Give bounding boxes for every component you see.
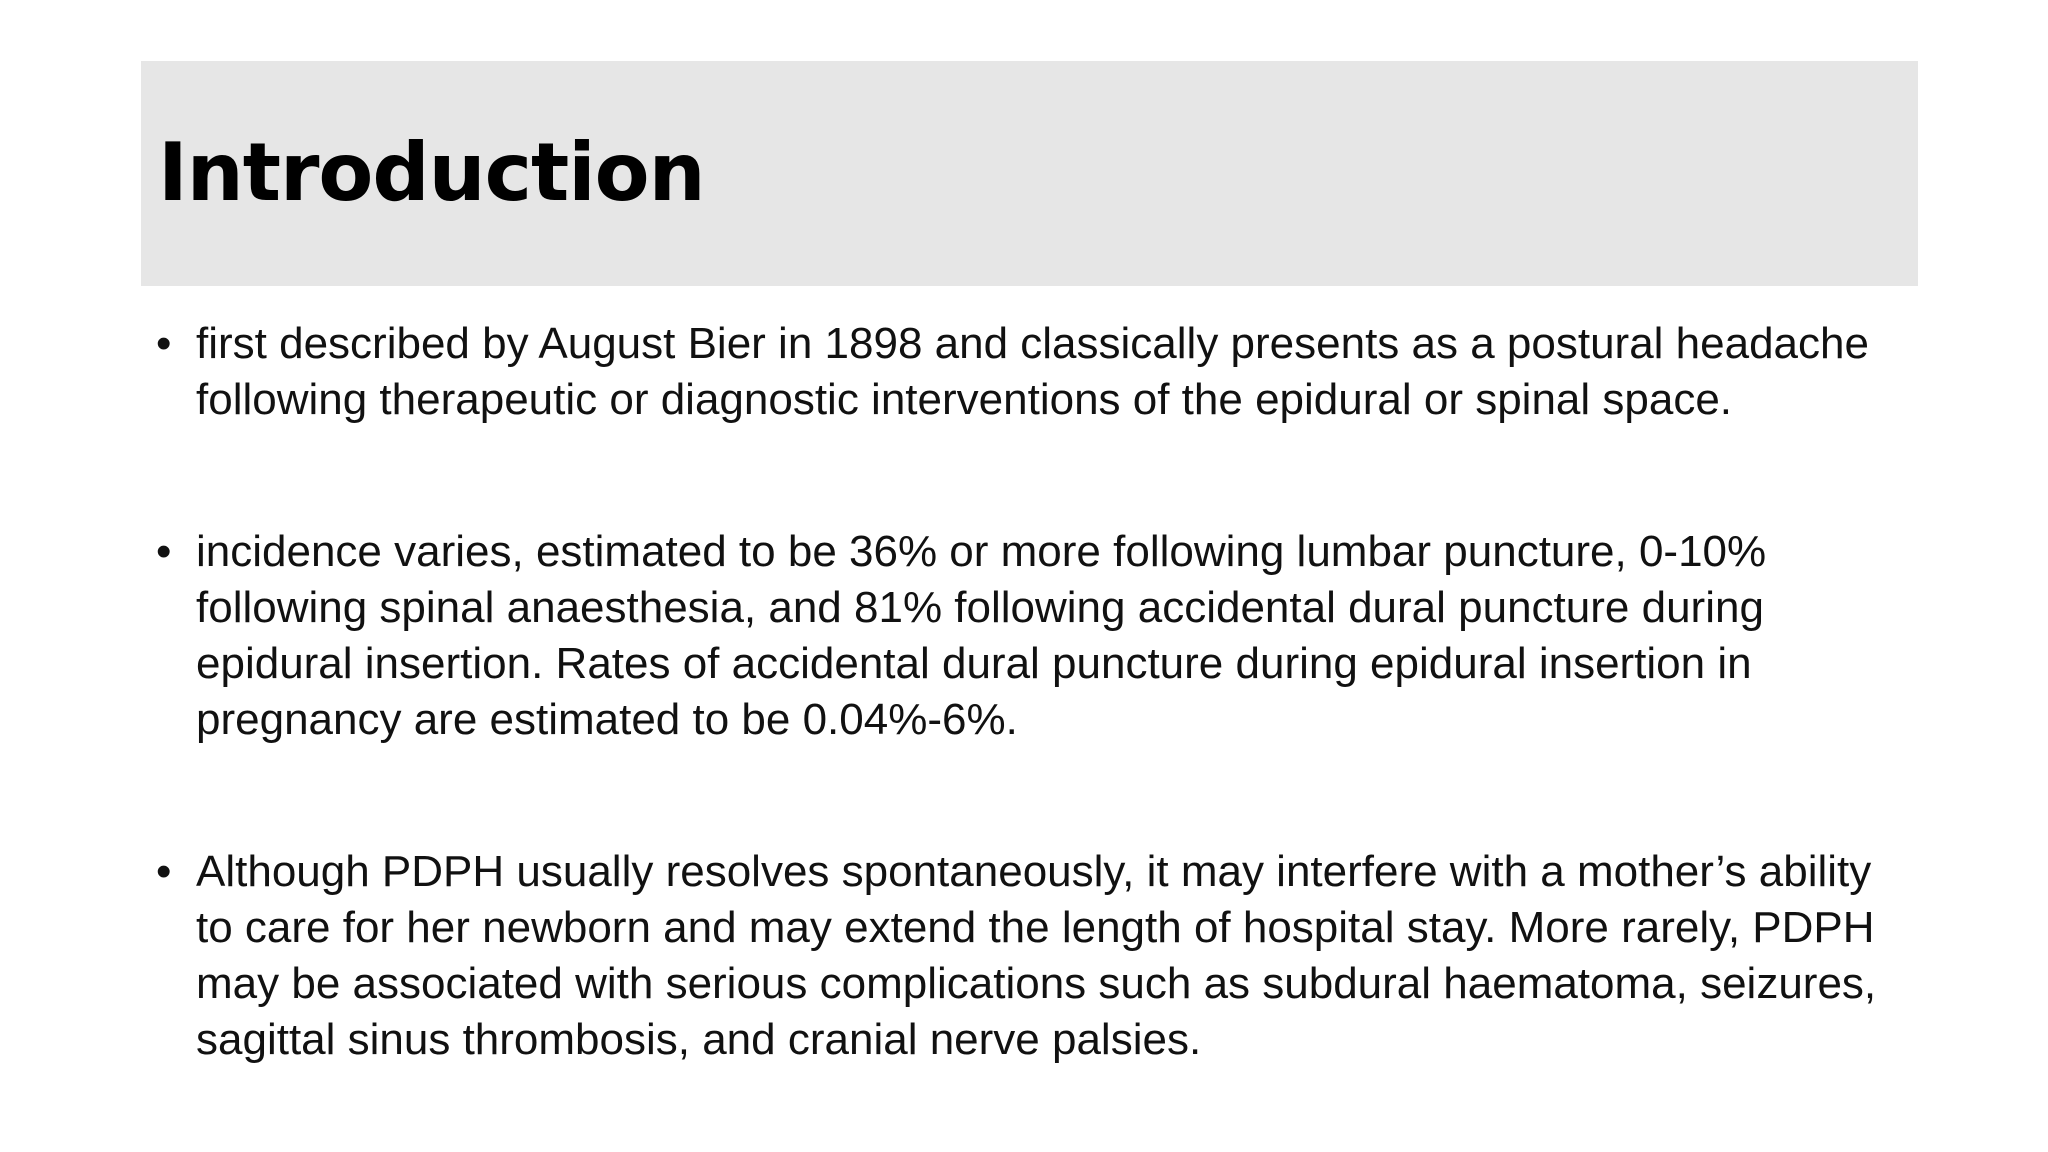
bullet-icon: •	[156, 847, 172, 896]
slide-title: Introduction	[158, 126, 705, 219]
bullet-text: Although PDPH usually resolves spontaneously, it may interfere with a mother’s ability to care for her newborn and may extend the length of hospital stay. More rarely, PDPH may be associated with serious complications such as subdural haematoma, seizures, sagittal sinus thrombosis, and cranial nerve palsies.	[196, 847, 1877, 1064]
bullet-item-1	[152, 316, 1892, 428]
bullet-item-2	[152, 524, 1892, 748]
bullet-icon: •	[156, 527, 172, 576]
bullet-item-3	[152, 844, 1892, 1068]
bullet-list	[152, 316, 1892, 1152]
bullet-icon: •	[156, 319, 172, 368]
bullet-text: first described by August Bier in 1898 and classically presents as a postural headache following therapeutic or diagnostic interventions of the epidural or spinal space.	[196, 319, 1869, 424]
bullet-text: incidence varies, estimated to be 36% or more following lumbar puncture, 0-10% following spinal anaesthesia, and 81% following accidental dural puncture during epidural insertion. Rates of accidental dural puncture during epidural insertion in pregnancy are estimated to be 0.04%-6%.	[196, 527, 1767, 744]
title-band	[141, 61, 1918, 286]
